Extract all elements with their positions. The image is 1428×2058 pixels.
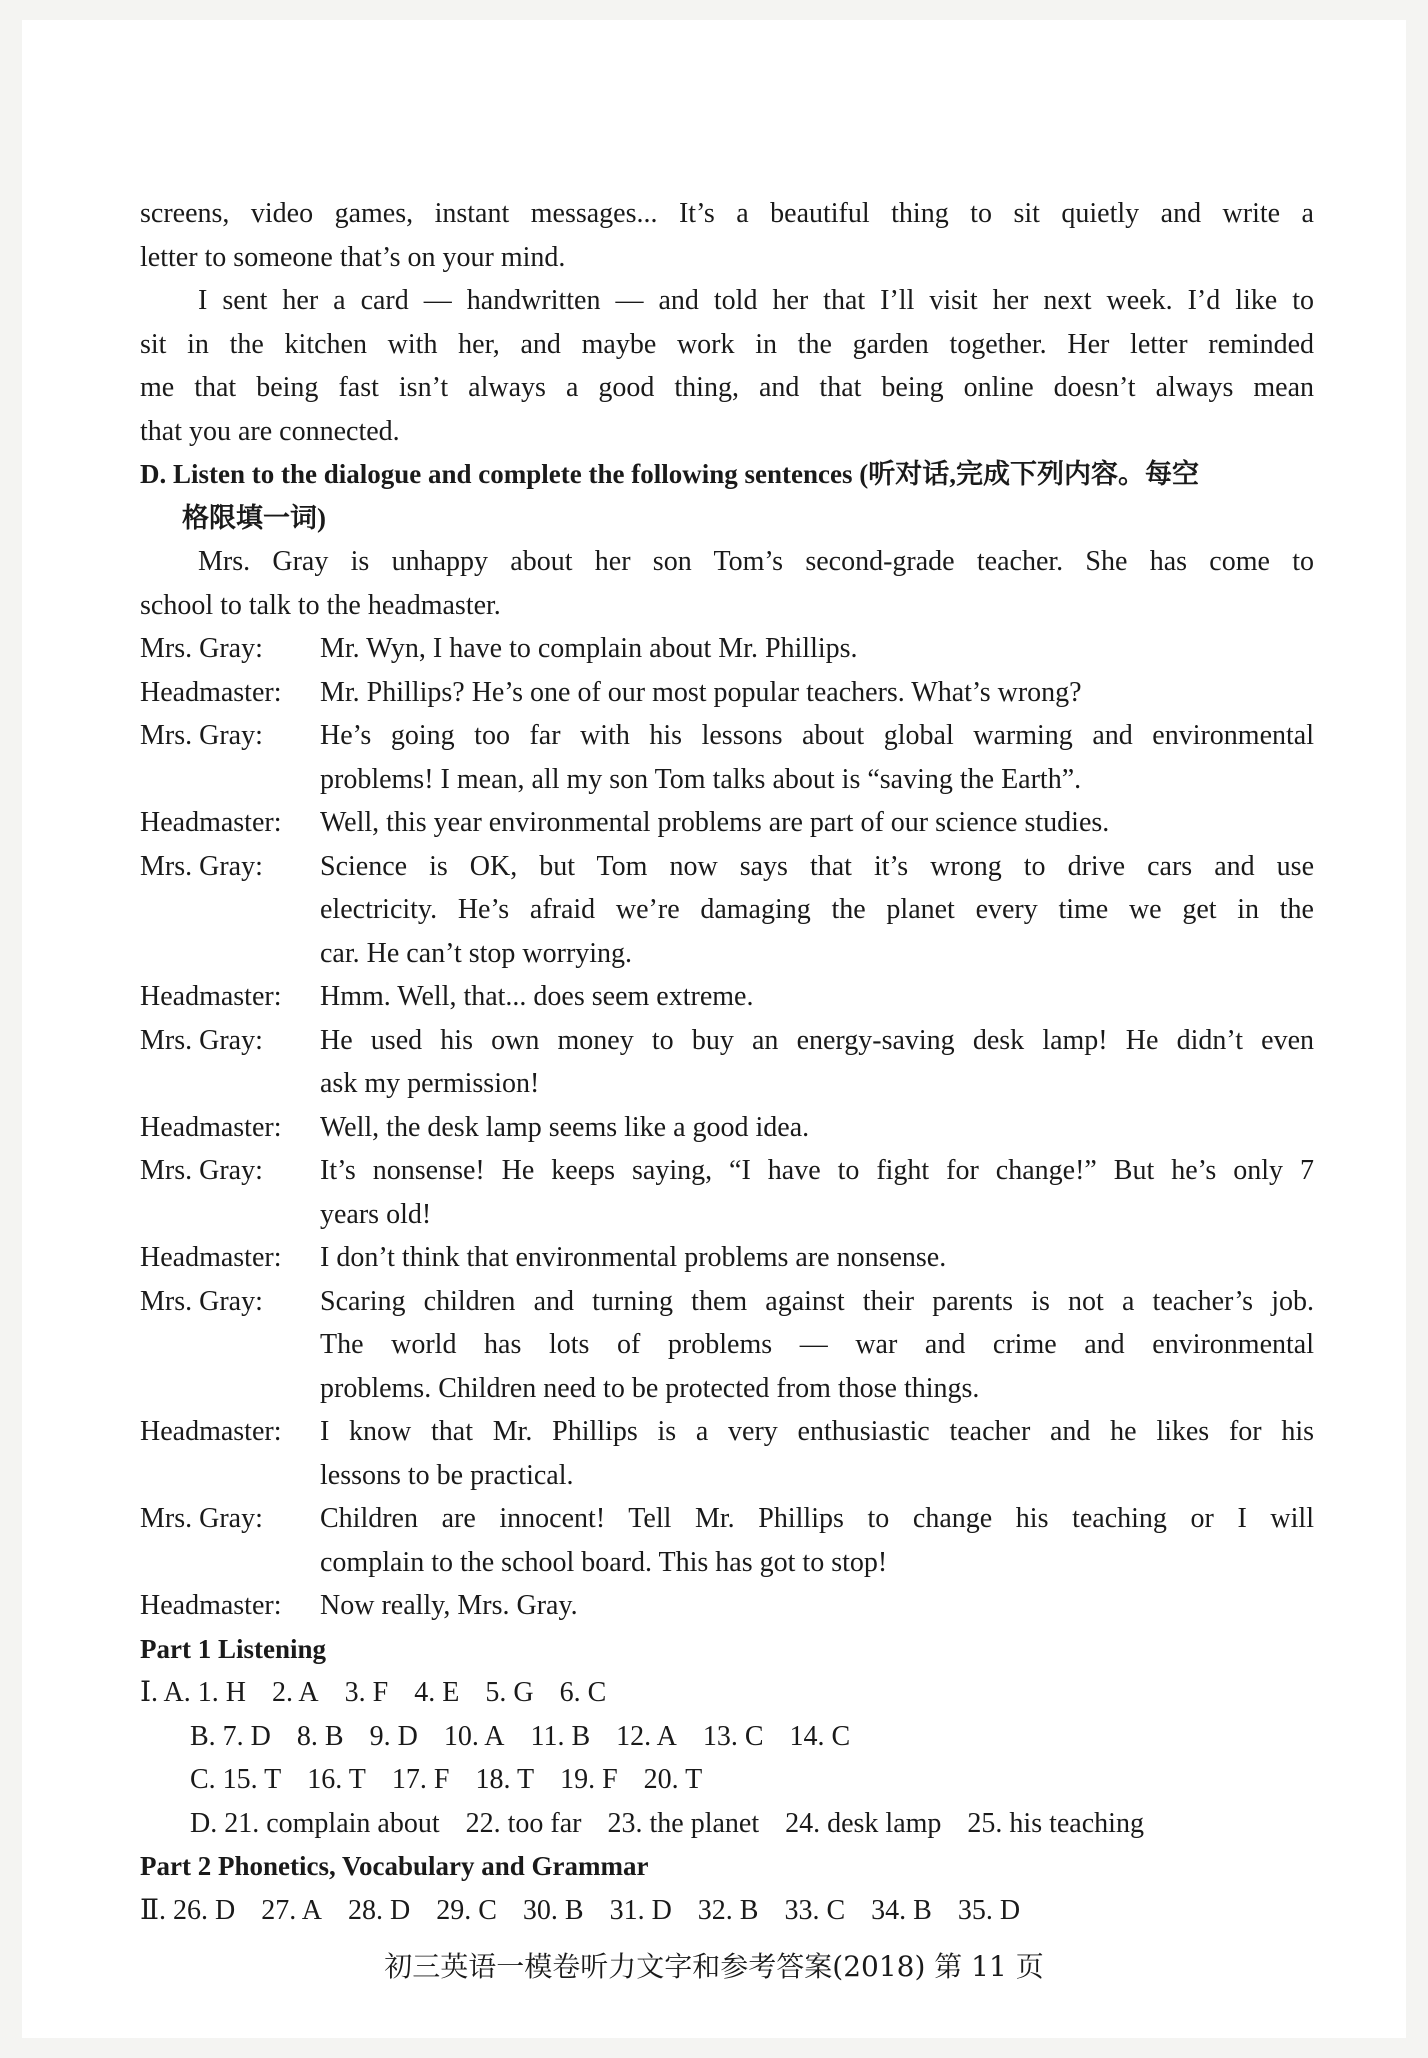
dialogue-turn (140, 845, 1314, 976)
answer-item: 25. his teaching (967, 1807, 1144, 1839)
answer-item: Ⅰ. A. 1. H (140, 1677, 246, 1708)
answer-item: Ⅱ. 26. D (140, 1894, 236, 1926)
speech-text (320, 1410, 1314, 1497)
answer-row-a (140, 1671, 1314, 1715)
speech-line: problems. Children need to be protected from those things. (320, 1372, 980, 1404)
speech-line: lessons to be practical. (320, 1459, 574, 1491)
answer-item: 5. G (485, 1677, 534, 1708)
speech-text (320, 845, 1314, 976)
speech-line: He’s going too far with his lessons about global warming and environmental (320, 720, 1314, 751)
speaker-label: Headmaster: (140, 1242, 282, 1273)
speaker-label: Headmaster: (140, 1590, 282, 1621)
speech-line: Well, the desk lamp seems like a good idea. (320, 1111, 810, 1143)
answer-item: 4. E (414, 1677, 460, 1708)
dialogue-turn (140, 1410, 1314, 1497)
dialogue-turn (140, 975, 1314, 1019)
speech-line: Children are innocent! Tell Mr. Phillips to change his teaching or I will (320, 1503, 1314, 1534)
speech-text (320, 1236, 1314, 1280)
speech-line: ask my permission! (320, 1068, 540, 1099)
answer-item: 12. A (616, 1720, 677, 1752)
answer-item: 3. F (344, 1677, 389, 1708)
answer-item: 14. C (789, 1720, 851, 1752)
answer-row-d (140, 1802, 1314, 1846)
dialogue-intro: school to talk to the headmaster. (140, 589, 501, 621)
speaker-label: Mrs. Gray: (140, 850, 263, 882)
speech-line: problems! I mean, all my son Tom talks about is “saving the Earth”. (320, 763, 1082, 795)
paragraph-line: sit in the kitchen with her, and maybe work in the garden together. Her letter reminded (140, 328, 1314, 360)
speech-line: Hmm. Well, that... does seem extreme. (320, 981, 754, 1012)
answer-row-b (140, 1715, 1314, 1759)
speaker-label: Mrs. Gray: (140, 1155, 263, 1186)
speaker-label: Headmaster: (140, 807, 282, 838)
part-2-title: Part 2 Phonetics, Vocabulary and Grammar (140, 1851, 649, 1881)
answer-item: 31. D (609, 1894, 672, 1926)
answer-item: 6. C (559, 1677, 607, 1708)
speaker-label: Mrs. Gray: (140, 1503, 263, 1534)
speech-line: complain to the school board. This has got to stop! (320, 1546, 888, 1578)
dialogue-turn (140, 1149, 1314, 1236)
speech-line: I know that Mr. Phillips is a very enthusiastic teacher and he likes for his (320, 1416, 1314, 1447)
speaker-label: Headmaster: (140, 1111, 282, 1143)
speech-text (320, 1149, 1314, 1236)
speech-text (320, 1280, 1314, 1411)
answer-item: 35. D (957, 1894, 1021, 1926)
answer-item: 10. A (443, 1720, 505, 1752)
answer-item: 32. B (697, 1894, 759, 1926)
speaker-label: Mrs. Gray: (140, 633, 263, 664)
section-d-heading-cont: 格限填一词) (182, 502, 326, 533)
dialogue-intro: Mrs. Gray is unhappy about her son Tom’s second-grade teacher. She has come to (198, 546, 1314, 577)
answer-item: 9. D (369, 1720, 418, 1752)
answer-item: 22. too far (465, 1807, 582, 1839)
answer-row-c (140, 1758, 1314, 1802)
speech-text (320, 975, 1314, 1019)
speech-text (320, 671, 1314, 715)
answer-item: D. 21. complain about (190, 1807, 440, 1839)
answer-item: B. 7. D (190, 1720, 271, 1752)
answer-item: 27. A (261, 1894, 322, 1926)
answer-item: 16. T (307, 1764, 366, 1795)
speech-line: The world has lots of problems — war and crime and environmental (320, 1329, 1314, 1360)
paragraph-line: me that being fast isn’t always a good thing, and that being online doesn’t always mean (140, 372, 1314, 403)
speech-line: electricity. He’s afraid we’re damaging the planet every time we get in the (320, 894, 1314, 925)
speech-line: Mr. Phillips? He’s one of our most popular teachers. What’s wrong? (320, 676, 1082, 708)
speech-line: Science is OK, but Tom now says that it’s wrong to drive cars and use (320, 850, 1314, 882)
speaker-label: Headmaster: (140, 981, 282, 1012)
speaker-label: Mrs. Gray: (140, 1024, 263, 1056)
dialogue-turn (140, 1106, 1314, 1150)
speech-line: years old! (320, 1198, 432, 1230)
answer-item: 23. the planet (607, 1807, 760, 1839)
speech-line: It’s nonsense! He keeps saying, “I have to fight for change!” But he’s only 7 (320, 1155, 1314, 1186)
dialogue-turn (140, 1280, 1314, 1411)
dialogue-turn (140, 1497, 1314, 1584)
answer-item: 8. B (296, 1720, 344, 1752)
speech-line: He used his own money to buy an energy-saving desk lamp! He didn’t even (320, 1024, 1314, 1056)
speaker-label: Headmaster: (140, 676, 282, 708)
answer-item: 30. B (522, 1894, 584, 1926)
speech-line: I don’t think that environmental problems are nonsense. (320, 1242, 947, 1273)
speech-line: Well, this year environmental problems are part of our science studies. (320, 807, 1110, 838)
answer-item: 18. T (475, 1764, 535, 1795)
speaker-label: Mrs. Gray: (140, 720, 263, 751)
answer-item: 24. desk lamp (785, 1807, 942, 1839)
dialogue (140, 627, 1314, 1628)
dialogue-turn (140, 1584, 1314, 1628)
paragraph-line: letter to someone that’s on your mind. (140, 241, 566, 273)
part-1-title: Part 1 Listening (140, 1633, 326, 1664)
document-page (22, 20, 1406, 2038)
answer-item: C. 15. T (190, 1764, 282, 1795)
speech-line: Now really, Mrs. Gray. (320, 1590, 578, 1621)
speech-line: Scaring children and turning them against their parents is not a teacher’s job. (320, 1285, 1314, 1317)
answer-item: 2. A (271, 1677, 319, 1708)
speech-text (320, 801, 1314, 845)
answer-item: 17. F (391, 1764, 450, 1795)
speech-text (320, 1584, 1314, 1628)
page-content (140, 192, 1314, 1932)
answer-item: 28. D (347, 1894, 411, 1926)
speech-line: car. He can’t stop worrying. (320, 937, 633, 969)
answer-item: 13. C (702, 1720, 764, 1752)
dialogue-turn (140, 671, 1314, 715)
speech-text (320, 1019, 1314, 1106)
answer-item: 33. C (784, 1894, 846, 1926)
speech-text (320, 1106, 1314, 1150)
answer-row-part2 (140, 1889, 1314, 1933)
speech-text (320, 627, 1314, 671)
dialogue-turn (140, 627, 1314, 671)
dialogue-turn (140, 714, 1314, 801)
dialogue-turn (140, 801, 1314, 845)
page-footer: 初三英语一模卷听力文字和参考答案(2018) 第 11 页 (384, 1950, 1044, 1983)
answer-item: 11. B (530, 1720, 591, 1752)
answer-item: 34. B (871, 1894, 932, 1926)
answer-item: 29. C (436, 1894, 497, 1926)
answer-item: 19. F (560, 1764, 618, 1795)
dialogue-turn (140, 1236, 1314, 1280)
dialogue-turn (140, 1019, 1314, 1106)
speech-text (320, 714, 1314, 801)
speech-text (320, 1497, 1314, 1584)
speech-line: Mr. Wyn, I have to complain about Mr. Phillips. (320, 633, 858, 664)
speaker-label: Mrs. Gray: (140, 1285, 263, 1317)
answer-item: 20. T (643, 1764, 703, 1795)
paragraph-line: that you are connected. (140, 415, 400, 447)
speaker-label: Headmaster: (140, 1416, 282, 1447)
paragraph-line: I sent her a card — handwritten — and told her that I’ll visit her next week. I’d like to (198, 285, 1314, 316)
section-d-heading: D. Listen to the dialogue and complete the following sentences (听对话,完成下列内容。每空 (140, 459, 1199, 489)
paragraph-line: screens, video games, instant messages... It’s a beautiful thing to sit quietly and write a (140, 198, 1314, 229)
